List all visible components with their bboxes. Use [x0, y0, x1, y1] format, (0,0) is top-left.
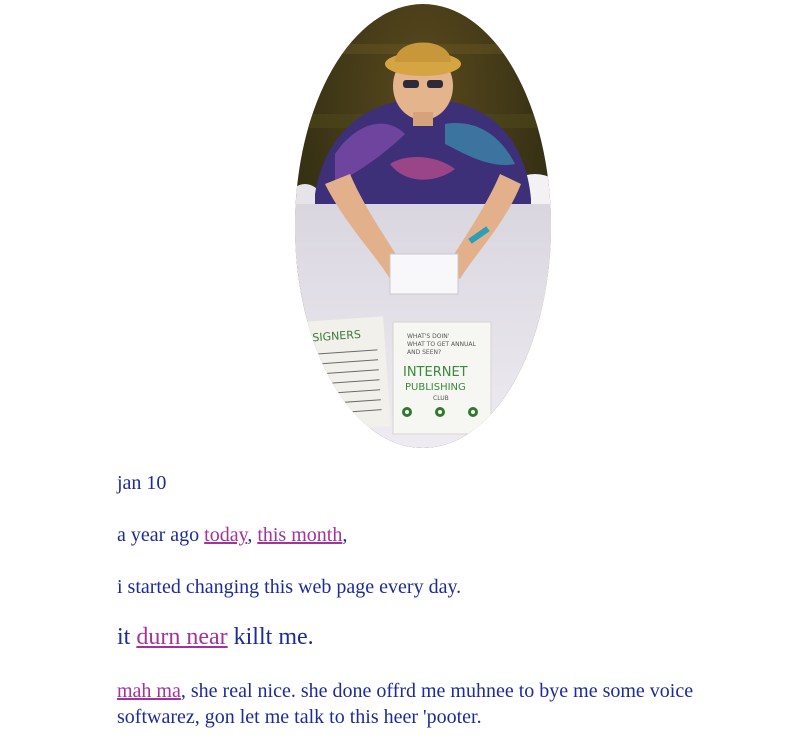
anniversary-line	[117, 522, 347, 548]
svg-text:CLUB: CLUB	[433, 395, 449, 402]
svg-text:WHAT'S DOIN': WHAT'S DOIN'	[407, 333, 450, 340]
killt-suffix: killt me.	[227, 624, 314, 650]
photo-illustration	[295, 4, 551, 448]
mah-ma-link[interactable]: mah ma	[117, 680, 181, 702]
durn-near-link[interactable]: durn near	[136, 624, 228, 650]
this-month-link[interactable]: this month	[257, 524, 343, 546]
mah-ma-text: , she real nice. she done offrd me muhnee to bye me some voice softwarez, gon let me talk to this heer 'pooter.	[117, 680, 694, 728]
internet-publishing-sign	[393, 322, 491, 434]
entry-date: jan 10	[117, 472, 167, 494]
svg-text:INTERNET: INTERNET	[403, 365, 468, 380]
today-link[interactable]: today	[204, 524, 248, 546]
anniversary-prefix: a year ago	[117, 524, 205, 546]
svg-text:WHAT TO GET ANNUAL: WHAT TO GET ANNUAL	[407, 341, 476, 348]
started-changing-line: i started changing this web page every day.	[117, 576, 462, 598]
anniversary-suffix: ,	[342, 524, 348, 546]
signer-sheet	[303, 316, 390, 431]
killt-prefix: it	[117, 624, 137, 650]
svg-text:SIGNERS: SIGNERS	[311, 327, 362, 345]
profile-photo	[295, 4, 551, 448]
svg-text:AND SEEN?: AND SEEN?	[407, 349, 442, 356]
svg-text:PUBLISHING: PUBLISHING	[405, 382, 466, 393]
killt-me-line	[117, 622, 314, 652]
mah-ma-paragraph	[117, 678, 777, 730]
anniversary-separator: ,	[247, 524, 258, 546]
